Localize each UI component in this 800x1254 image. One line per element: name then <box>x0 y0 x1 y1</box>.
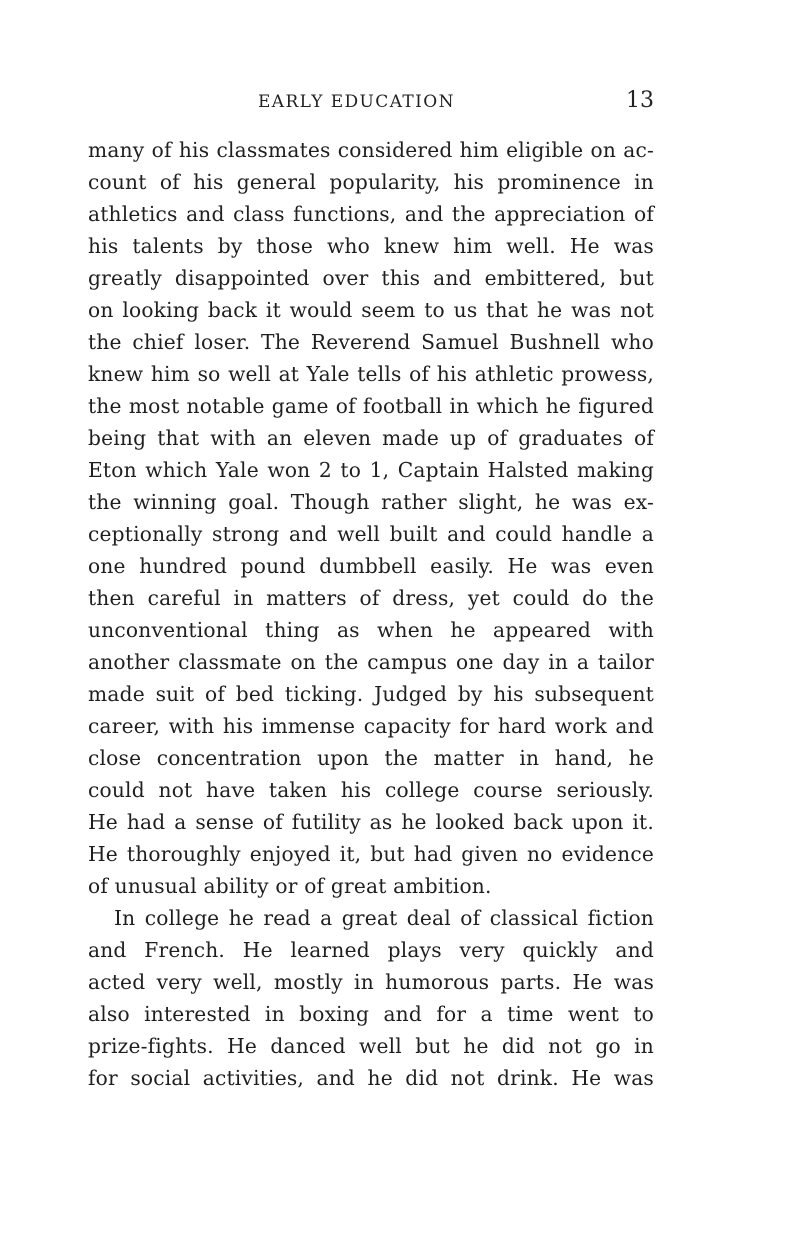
text-line: being that with an eleven made up of graduates of <box>88 426 654 450</box>
text-line: prize-fights. He danced well but he did not go in <box>88 1034 654 1058</box>
text-line: career, with his immense capacity for hard work and <box>88 714 654 738</box>
text-line: unconventional thing as when he appeared with <box>88 618 654 642</box>
text-line: athletics and class functions, and the appreciation of <box>88 202 654 226</box>
text-line: the chief loser. The Reverend Samuel Bushnell who <box>88 330 654 354</box>
text-line: could not have taken his college course seriously. <box>88 778 654 802</box>
text-line: many of his classmates considered him eligible on ac- <box>88 138 654 162</box>
text-line: on looking back it would seem to us that he was not <box>88 298 654 322</box>
text-line: then careful in matters of dress, yet could do the <box>88 586 654 610</box>
text-line: his talents by those who knew him well. He was <box>88 234 654 258</box>
text-line: acted very well, mostly in humorous parts. He was <box>88 970 654 994</box>
paragraph <box>88 902 654 1094</box>
text-line: the winning goal. Though rather slight, he was ex- <box>88 490 654 514</box>
text-line: close concentration upon the matter in hand, he <box>88 746 654 770</box>
running-title: EARLY EDUCATION <box>258 92 455 112</box>
text-line: greatly disappointed over this and embittered, but <box>88 266 654 290</box>
text-line: another classmate on the campus one day in a tailor <box>88 650 654 674</box>
text-line: the most notable game of football in which he figured <box>88 394 654 418</box>
running-head <box>88 88 654 120</box>
text-line: also interested in boxing and for a time went to <box>88 1002 654 1026</box>
paragraph <box>88 134 654 902</box>
text-line: knew him so well at Yale tells of his athletic prowess, <box>88 362 654 386</box>
text-line: one hundred pound dumbbell easily. He was even <box>88 554 654 578</box>
page-number: 13 <box>626 88 654 113</box>
text-line: In college he read a great deal of classical fiction <box>114 906 654 930</box>
text-line: count of his general popularity, his prominence in <box>88 170 654 194</box>
text-line: He had a sense of futility as he looked back upon it. <box>88 810 654 834</box>
text-line: Eton which Yale won 2 to 1, Captain Halsted making <box>88 458 654 482</box>
text-line: made suit of bed ticking. Judged by his subsequent <box>88 682 654 706</box>
text-line: He thoroughly enjoyed it, but had given no evidence <box>88 842 654 866</box>
body-text <box>88 134 654 1094</box>
text-line: for social activities, and he did not drink. He was <box>88 1066 654 1090</box>
text-line: of unusual ability or of great ambition. <box>88 874 492 898</box>
text-line: and French. He learned plays very quickly and <box>88 938 654 962</box>
text-line: ceptionally strong and well built and could handle a <box>88 522 654 546</box>
